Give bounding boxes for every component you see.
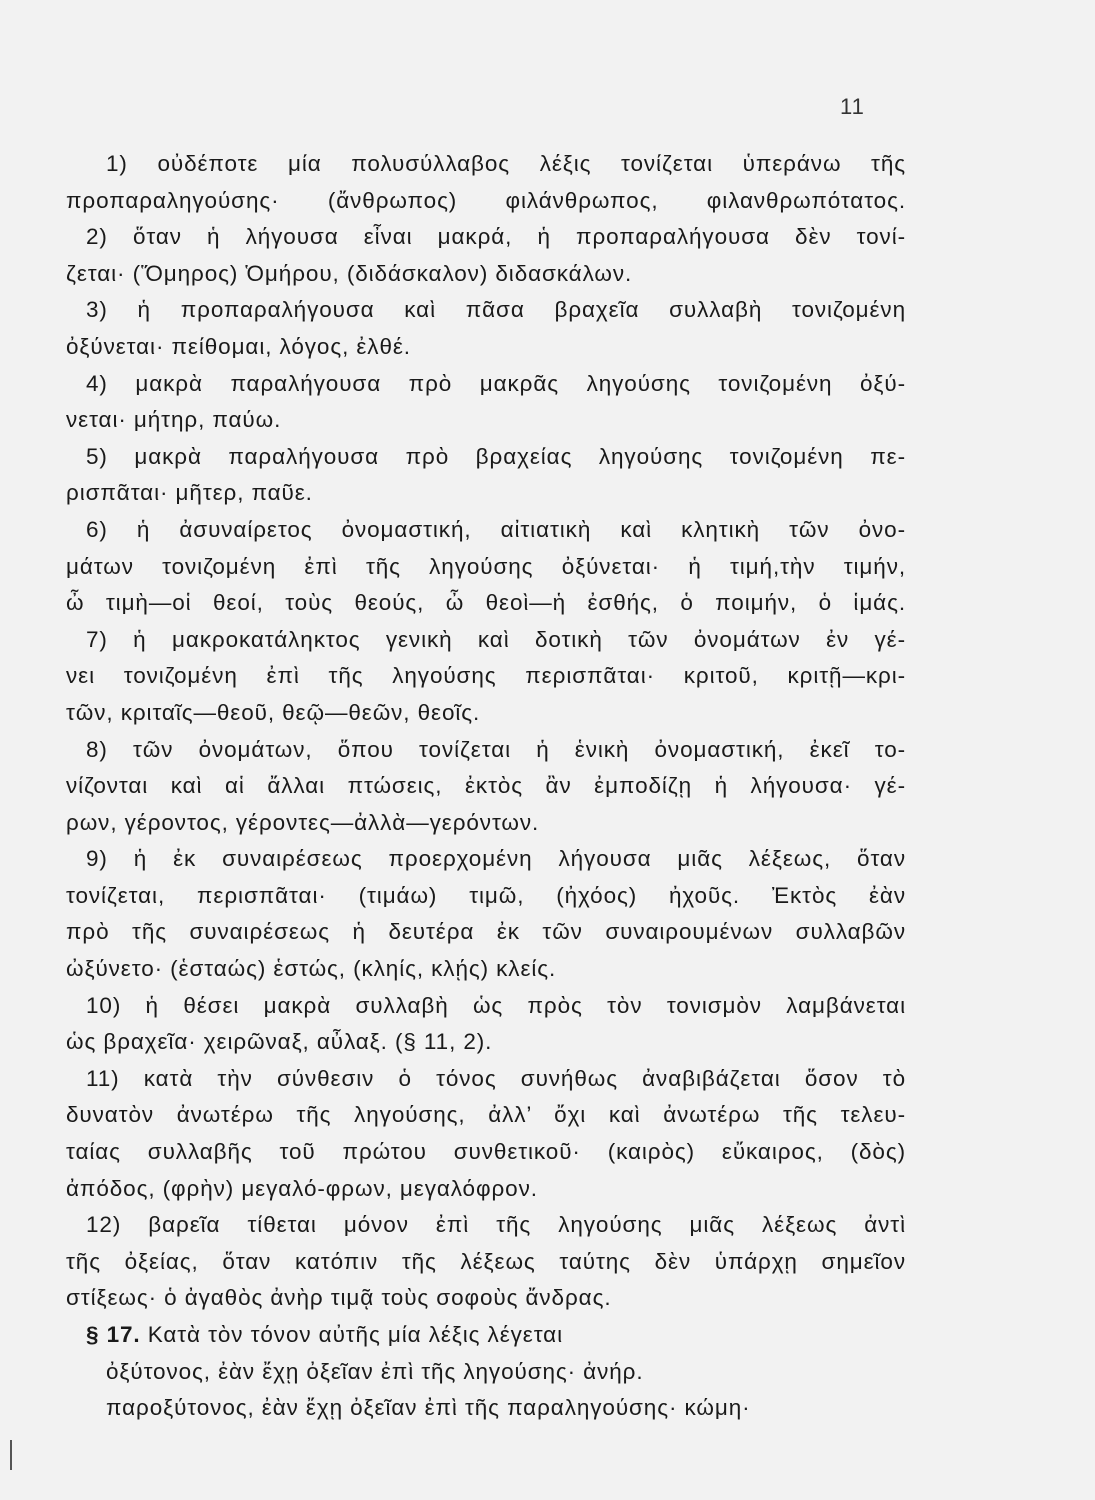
text-line: τονίζεται, περισπᾶται· (τιμάω) τιμῶ, (ἠχόος) ἠχοῦς. Ἐκτὸς ἐὰν	[66, 882, 906, 908]
text-line: ὡς βραχεῖα· χειρῶναξ, αὖλαξ. (§ 11, 2).	[66, 1029, 493, 1055]
text-line: ρισπᾶται· μῆτερ, παῦε.	[66, 480, 313, 506]
text-line: τῆς ὀξείας, ὅταν κατόπιν τῆς λέξεως ταύτης δὲν ὑπάρχῃ σημεῖον	[66, 1248, 906, 1274]
text-line: 6) ἡ ἀσυναίρετος ὀνομαστική, αἰτιατικὴ καὶ κλητικὴ τῶν ὀνο-	[86, 516, 906, 542]
text-line: παροξύτονος, ἐὰν ἔχῃ ὀξεῖαν ἐπὶ τῆς παραληγούσης· κώμη·	[106, 1395, 751, 1421]
section-heading-line	[66, 1317, 906, 1354]
text-line: Κατὰ τὸν τόνον αὐτῆς μία λέξις λέγεται	[147, 1322, 563, 1347]
text-line: προπαραληγούσης· (ἄνθρωπος) φιλάνθρωπος, φιλανθρωπότατος.	[66, 187, 906, 213]
text-line: μάτων τονιζομένη ἐπὶ τῆς ληγούσης ὀξύνεται· ἡ τιμή,τὴν τιμήν,	[66, 553, 906, 579]
text-line: νεται· μήτηρ, παύω.	[66, 407, 282, 433]
text-line: 10) ἡ θέσει μακρὰ συλλαβὴ ὡς πρὸς τὸν τονισμὸν λαμβάνεται	[86, 992, 906, 1018]
text-line: 9) ἡ ἐκ συναιρέσεως προερχομένη λήγουσα μιᾶς λέξεως, ὅταν	[86, 846, 906, 872]
text-line: ὠξύνετο· (ἑσταώς) ἑστώς, (κληίς, κλῄς) κλείς.	[66, 956, 557, 982]
text-line: ζεται· (Ὅμηρος) Ὁμήρου, (διδάσκαλον) διδασκάλων.	[66, 260, 633, 286]
text-line: 3) ἡ προπαραλήγουσα καὶ πᾶσα βραχεῖα συλλαβὴ τονιζομένη	[86, 297, 906, 323]
section-label: § 17.	[86, 1322, 141, 1347]
text-line: ἀπόδος, (φρὴν) μεγαλό-φρων, μεγαλόφρον.	[66, 1175, 538, 1201]
text-line: 7) ἡ μακροκατάληκτος γενικὴ καὶ δοτικὴ τῶν ὀνομάτων ἐν γέ-	[86, 626, 906, 652]
text-line: 4) μακρὰ παραλήγουσα πρὸ μακρᾶς ληγούσης τονιζομένη ὀξύ-	[86, 370, 906, 396]
text-line: ὀξύτονος, ἐὰν ἔχῃ ὀξεῖαν ἐπὶ τῆς ληγούσης· ἀνήρ.	[106, 1358, 644, 1384]
text-line: δυνατὸν ἀνωτέρω τῆς ληγούσης, ἀλλ’ ὄχι καὶ ἀνωτέρω τῆς τελευ-	[66, 1102, 906, 1128]
text-line: 11) κατὰ τὴν σύνθεσιν ὁ τόνος συνήθως ἀναβιβάζεται ὅσον τὸ	[86, 1065, 906, 1091]
text-line: ὦ τιμὴ—οἱ θεοί, τοὺς θεούς, ὦ θεοὶ—ἡ ἐσθής, ὁ ποιμήν, ὁ ἱμάς.	[66, 590, 906, 616]
text-line: ὀξύνεται· πείθομαι, λόγος, ἐλθέ.	[66, 333, 411, 359]
text-line: νει τονιζομένη ἐπὶ τῆς ληγούσης περισπᾶται· κριτοῦ, κριτῇ—κρι-	[66, 663, 906, 689]
body-text	[66, 146, 906, 1427]
text-line: 8) τῶν ὀνομάτων, ὅπου τονίζεται ἡ ἑνικὴ ὀνομαστική, ἐκεῖ το-	[86, 736, 906, 762]
text-line: στίξεως· ὁ ἀγαθὸς ἀνὴρ τιμᾷ τοὺς σοφοὺς ἄνδρας.	[66, 1285, 612, 1311]
text-line: 1) οὐδέποτε μία πολυσύλλαβος λέξις τονίζεται ὑπεράνω τῆς	[106, 151, 906, 176]
text-line: 5) μακρὰ παραλήγουσα πρὸ βραχείας ληγούσης τονιζομένη πε-	[86, 443, 906, 469]
text-line: τῶν, κριταῖς—θεοῦ, θεῷ—θεῶν, θεοῖς.	[66, 699, 481, 725]
page-number: 11	[840, 94, 865, 119]
page-edge-mark	[10, 1440, 12, 1470]
text-line: 12) βαρεῖα τίθεται μόνον ἐπὶ τῆς ληγούσης μιᾶς λέξεως ἀντὶ	[86, 1212, 906, 1238]
text-line: ρων, γέροντος, γέροντες—ἀλλὰ—γερόντων.	[66, 809, 540, 835]
text-line: 2) ὅταν ἡ λήγουσα εἶναι μακρά, ἡ προπαραλήγουσα δὲν τονί-	[86, 224, 906, 250]
text-line: πρὸ τῆς συναιρέσεως ἡ δευτέρα ἐκ τῶν συναιρουμένων συλλαβῶν	[66, 919, 906, 945]
text-line: νίζονται καὶ αἱ ἄλλαι πτώσεις, ἐκτὸς ἂν ἐμποδίζῃ ἡ λήγουσα· γέ-	[66, 773, 906, 799]
text-line: ταίας συλλαβῆς τοῦ πρώτου συνθετικοῦ· (καιρὸς) εὔκαιρος, (δὸς)	[66, 1139, 906, 1165]
